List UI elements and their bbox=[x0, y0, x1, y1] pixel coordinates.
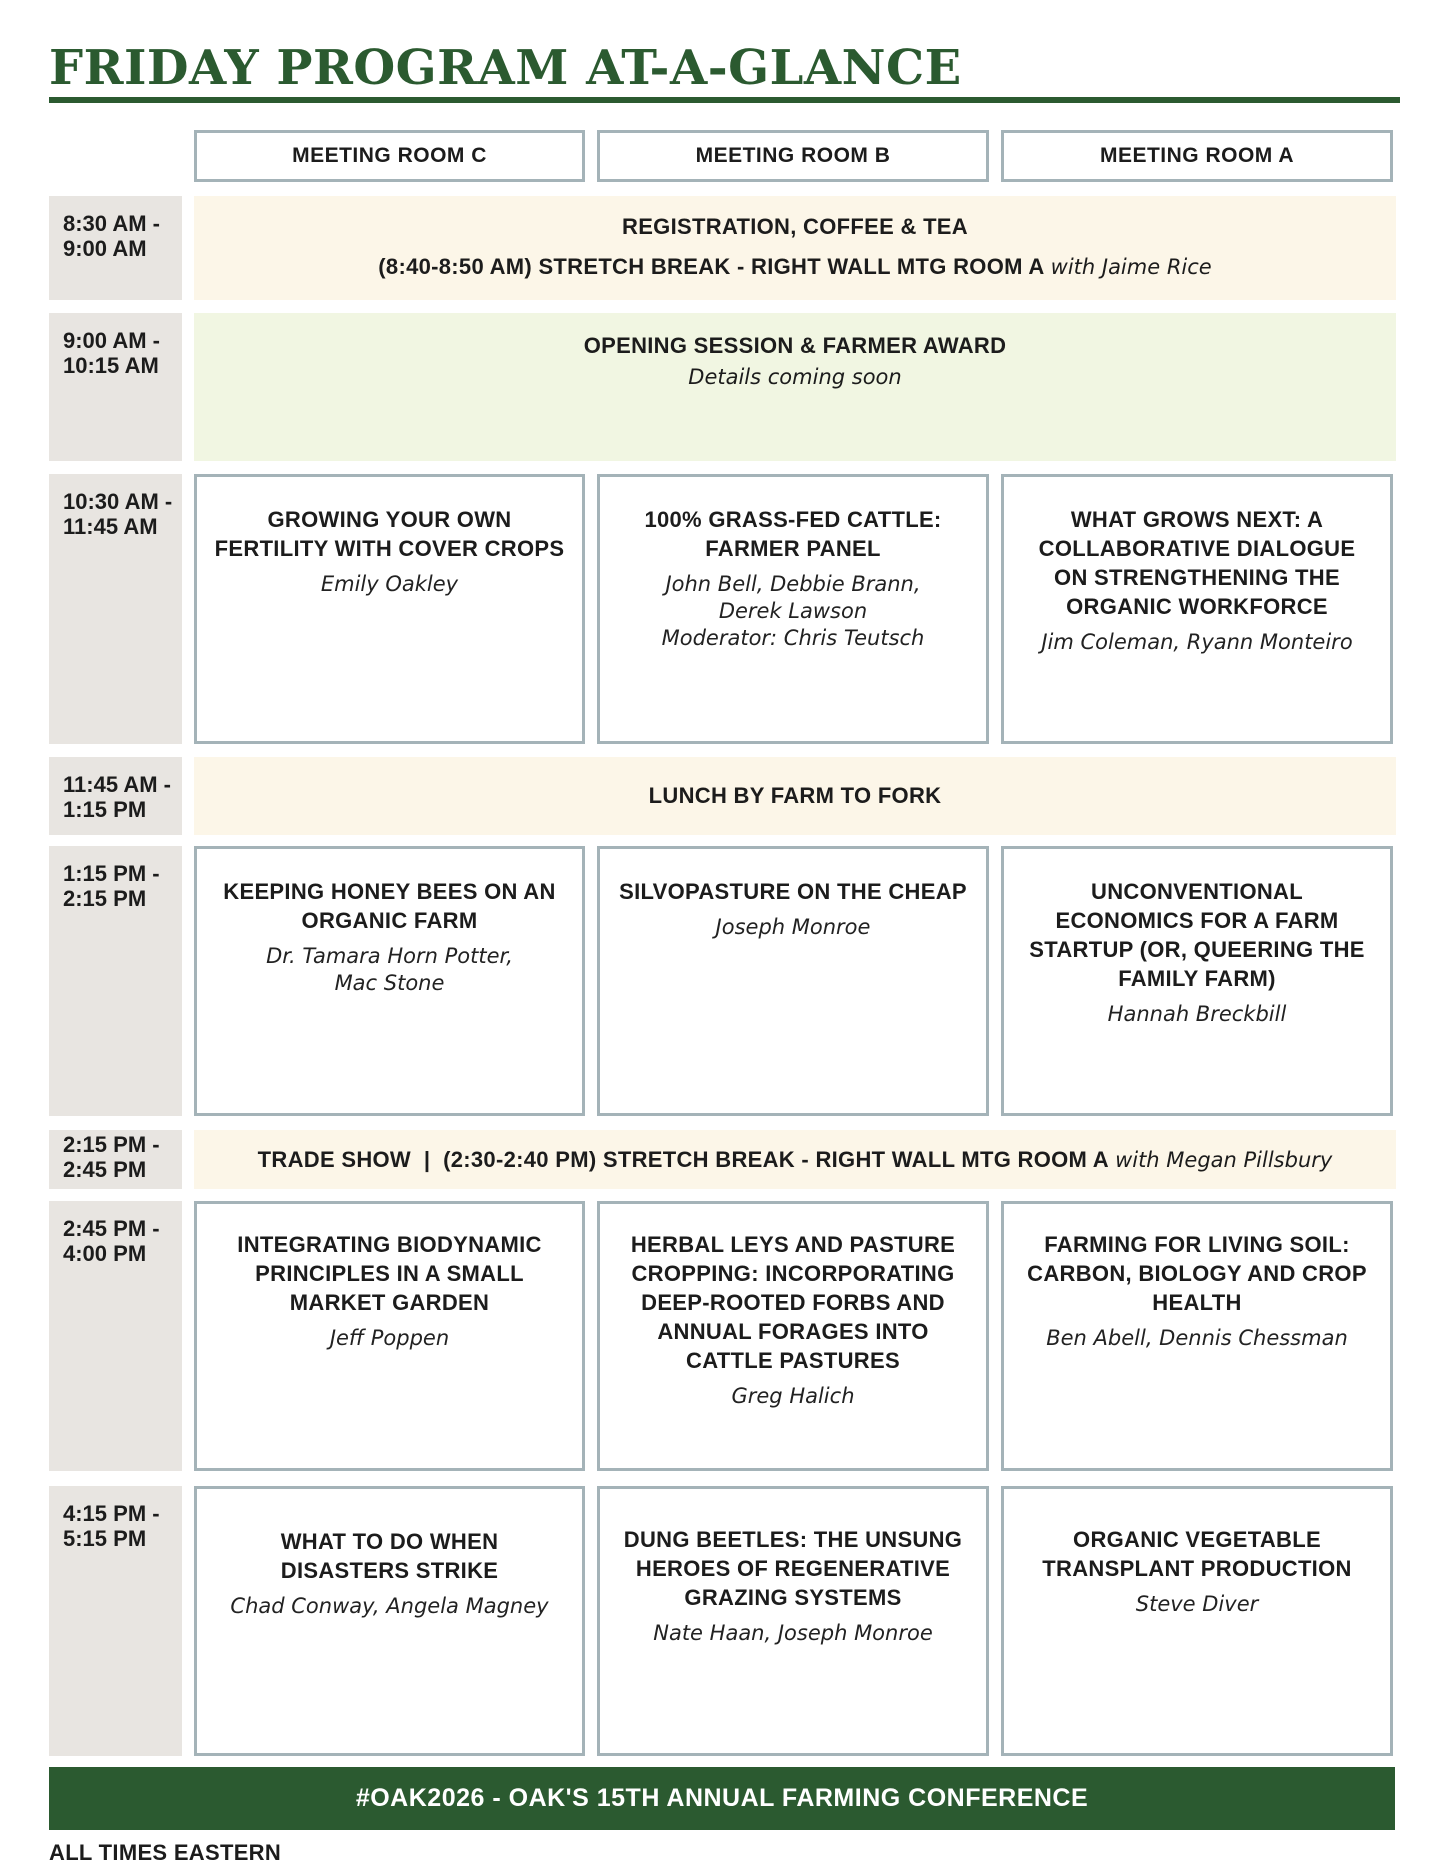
session-title: ORGANIC VEGETABLE TRANSPLANT PRODUCTION bbox=[1042, 1527, 1352, 1581]
time-cell bbox=[49, 1486, 182, 1756]
session-title: DUNG BEETLES: THE UNSUNG HEROES OF REGENERATIVE GRAZING SYSTEMS bbox=[623, 1527, 963, 1610]
page-title: FRIDAY PROGRAM AT-A-GLANCE bbox=[49, 40, 962, 96]
stretch-break-leader: with Jaime Rice bbox=[1050, 255, 1212, 279]
band-title: OPENING SESSION & FARMER AWARD bbox=[583, 333, 1007, 358]
session-card bbox=[194, 474, 585, 744]
trade-show-band bbox=[194, 1130, 1396, 1189]
session-title: UNCONVENTIONAL ECONOMICS FOR A FARM STARTUP (OR, QUEERING THE FAMILY FARM) bbox=[1029, 879, 1365, 991]
time-start: 4:15 PM - bbox=[63, 1501, 160, 1526]
session-speaker: John Bell, Debbie Brann, Derek Lawson Moderator: Chris Teutsch bbox=[661, 572, 925, 650]
session-speaker: Jeff Poppen bbox=[329, 1326, 450, 1350]
session-speaker: Ben Abell, Dennis Chessman bbox=[1046, 1326, 1348, 1350]
session-speaker: Dr. Tamara Horn Potter, Mac Stone bbox=[266, 944, 513, 995]
session-card bbox=[1001, 474, 1393, 744]
session-speaker: Joseph Monroe bbox=[715, 915, 871, 939]
time-end: 9:00 AM bbox=[63, 236, 147, 261]
timezone-note: ALL TIMES EASTERN bbox=[49, 1840, 282, 1865]
stretch-break-text: (8:40-8:50 AM) STRETCH BREAK - RIGHT WALL MTG ROOM A bbox=[378, 254, 1045, 279]
session-card bbox=[194, 1201, 585, 1471]
time-end: 11:45 AM bbox=[63, 514, 158, 539]
session-speaker: Chad Conway, Angela Magney bbox=[230, 1594, 549, 1618]
registration-band bbox=[194, 196, 1396, 300]
time-start: 2:15 PM - bbox=[63, 1132, 160, 1157]
time-cell bbox=[49, 1130, 182, 1189]
band-subtitle: Details coming soon bbox=[688, 365, 902, 389]
room-header-a: MEETING ROOM A bbox=[1001, 130, 1393, 182]
session-title: INTEGRATING BIODYNAMIC PRINCIPLES IN A SMALL MARKET GARDEN bbox=[237, 1232, 542, 1315]
title-divider bbox=[49, 97, 1400, 103]
opening-session-band bbox=[194, 313, 1396, 461]
time-start: 11:45 AM - bbox=[63, 772, 172, 797]
time-cell bbox=[49, 196, 182, 300]
time-cell bbox=[49, 1201, 182, 1471]
session-title: WHAT TO DO WHEN DISASTERS STRIKE bbox=[280, 1529, 499, 1583]
band-title: REGISTRATION, COFFEE & TEA bbox=[622, 214, 968, 239]
room-header-c: MEETING ROOM C bbox=[194, 130, 585, 182]
session-speaker: Jim Coleman, Ryann Monteiro bbox=[1041, 630, 1353, 654]
session-speaker: Greg Halich bbox=[731, 1384, 855, 1408]
session-speaker: Emily Oakley bbox=[320, 572, 459, 596]
time-end: 4:00 PM bbox=[63, 1241, 147, 1266]
session-title: HERBAL LEYS AND PASTURE CROPPING: INCORPORATING DEEP-ROOTED FORBS AND ANNUAL FORAGES INTO CATTLE PASTURES bbox=[630, 1232, 956, 1373]
time-end: 1:15 PM bbox=[63, 797, 147, 822]
time-cell bbox=[49, 757, 182, 835]
session-speaker: Nate Haan, Joseph Monroe bbox=[653, 1621, 933, 1645]
time-cell bbox=[49, 846, 182, 1116]
time-start: 8:30 AM - bbox=[63, 211, 160, 236]
session-card bbox=[1001, 1201, 1393, 1471]
time-start: 10:30 AM - bbox=[63, 489, 173, 514]
session-title: WHAT GROWS NEXT: A COLLABORATIVE DIALOGUE ON STRENGTHENING THE ORGANIC WORKFORCE bbox=[1038, 507, 1356, 619]
room-header-b: MEETING ROOM B bbox=[597, 130, 989, 182]
session-card bbox=[1001, 846, 1393, 1116]
session-title: SILVOPASTURE ON THE CHEAP bbox=[619, 879, 967, 904]
band-title: LUNCH BY FARM TO FORK bbox=[648, 783, 942, 808]
session-card bbox=[1001, 1486, 1393, 1756]
session-card bbox=[194, 846, 585, 1116]
stretch-break-leader: with Megan Pillsbury bbox=[1115, 1147, 1333, 1172]
time-start: 1:15 PM - bbox=[63, 861, 160, 886]
time-end: 2:15 PM bbox=[63, 886, 147, 911]
session-card bbox=[194, 1486, 585, 1756]
session-title: FARMING FOR LIVING SOIL: CARBON, BIOLOGY AND CROP HEALTH bbox=[1027, 1232, 1367, 1315]
time-start: 9:00 AM - bbox=[63, 328, 160, 353]
stretch-break-line bbox=[378, 254, 1211, 280]
session-speaker: Hannah Breckbill bbox=[1107, 1002, 1287, 1026]
time-end: 5:15 PM bbox=[63, 1526, 147, 1551]
session-speaker: Steve Diver bbox=[1135, 1592, 1259, 1616]
session-title: GROWING YOUR OWN FERTILITY WITH COVER CROPS bbox=[214, 507, 565, 561]
time-cell bbox=[49, 474, 182, 744]
session-title: 100% GRASS-FED CATTLE: FARMER PANEL bbox=[644, 507, 942, 561]
session-card bbox=[597, 474, 989, 744]
session-card bbox=[597, 1201, 989, 1471]
conference-footer-bar: #OAK2026 - OAK'S 15TH ANNUAL FARMING CONFERENCE bbox=[49, 1767, 1395, 1830]
session-card bbox=[597, 846, 989, 1116]
time-start: 2:45 PM - bbox=[63, 1216, 160, 1241]
time-end: 10:15 AM bbox=[63, 353, 159, 378]
session-title: KEEPING HONEY BEES ON AN ORGANIC FARM bbox=[223, 879, 556, 933]
time-cell bbox=[49, 313, 182, 461]
session-card bbox=[597, 1486, 989, 1756]
lunch-band bbox=[194, 757, 1396, 835]
trade-show-line bbox=[258, 1147, 1333, 1173]
trade-show-text: TRADE SHOW | (2:30-2:40 PM) STRETCH BREAK - RIGHT WALL MTG ROOM A bbox=[257, 1146, 1109, 1172]
time-end: 2:45 PM bbox=[63, 1157, 147, 1182]
